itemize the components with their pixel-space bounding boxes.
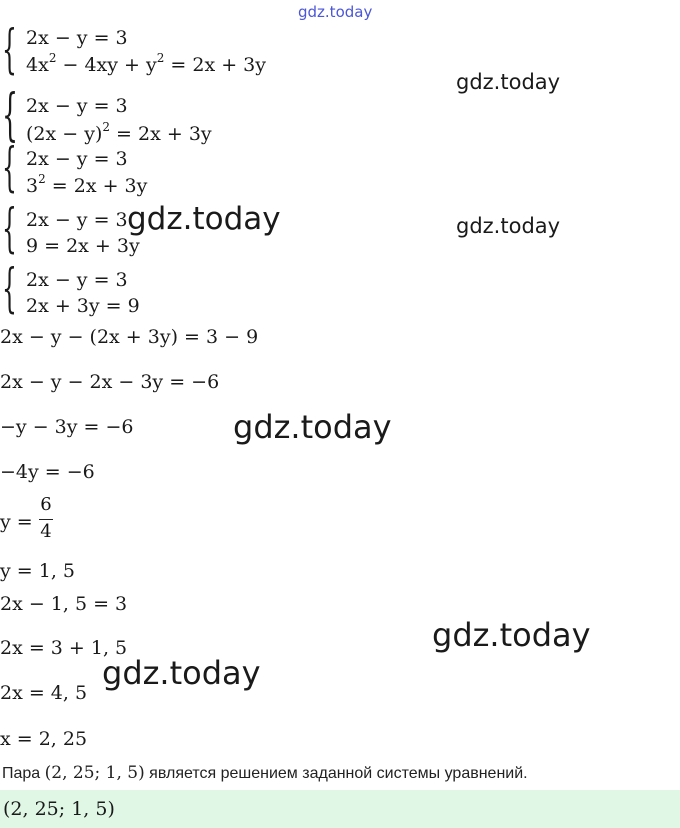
watermark-4: gdz.today xyxy=(233,408,392,446)
fraction-bar xyxy=(39,519,53,520)
watermark-5: gdz.today xyxy=(432,616,591,654)
watermark-top: gdz.today xyxy=(298,3,373,21)
step-1: 2x − y − (2x + 3y) = 3 − 9 xyxy=(0,326,259,348)
watermark-3: gdz.today xyxy=(456,214,561,238)
step-9: 2x = 4, 5 xyxy=(0,682,88,704)
fraction-numerator: 6 xyxy=(40,494,52,515)
step-10: x = 2, 25 xyxy=(0,728,88,750)
watermark-1: gdz.today xyxy=(456,70,561,94)
system3-eq1: 2x − y = 3 xyxy=(26,148,128,170)
step-4: −4y = −6 xyxy=(0,461,95,483)
watermark-6: gdz.today xyxy=(102,654,261,692)
system4-eq2: 9 = 2x + 3y xyxy=(26,235,140,257)
answer-value: (2, 25; 1, 5) xyxy=(3,798,115,820)
system2-eq2: $(2x - y)^2 = 2x + 3y$ xyxy=(26,120,212,145)
fraction xyxy=(39,494,53,546)
step-3: −y − 3y = −6 xyxy=(0,416,134,438)
system3-eq2: $3^2 = 2x + 3y$ xyxy=(26,172,148,197)
step-7: 2x − 1, 5 = 3 xyxy=(0,593,128,615)
system-brace: { xyxy=(2,199,17,259)
system-brace: { xyxy=(2,259,17,319)
system-brace: { xyxy=(2,138,17,198)
conclusion-text: Пара (2, 25; 1, 5) является решением заданной системы уравнений. xyxy=(2,763,528,783)
system-brace: { xyxy=(2,83,19,148)
step-8: 2x = 3 + 1, 5 xyxy=(0,637,128,659)
system1-eq1: 2x − y = 3 xyxy=(26,27,128,49)
step-5-lhs: y = xyxy=(0,511,33,533)
system1-eq2: $4x^2 - 4xy + y^2 = 2x + 3y$ xyxy=(26,51,266,76)
system4-eq1: 2x − y = 3 xyxy=(26,209,128,231)
system5-eq2: 2x + 3y = 9 xyxy=(26,295,140,317)
system-brace: { xyxy=(2,20,17,80)
watermark-2: gdz.today xyxy=(127,201,281,237)
system5-eq1: 2x − y = 3 xyxy=(26,269,128,291)
step-2: 2x − y − 2x − 3y = −6 xyxy=(0,371,220,393)
system2-eq1: 2x − y = 3 xyxy=(26,95,128,117)
step-6: y = 1, 5 xyxy=(0,560,75,582)
fraction-denominator: 4 xyxy=(40,521,52,542)
